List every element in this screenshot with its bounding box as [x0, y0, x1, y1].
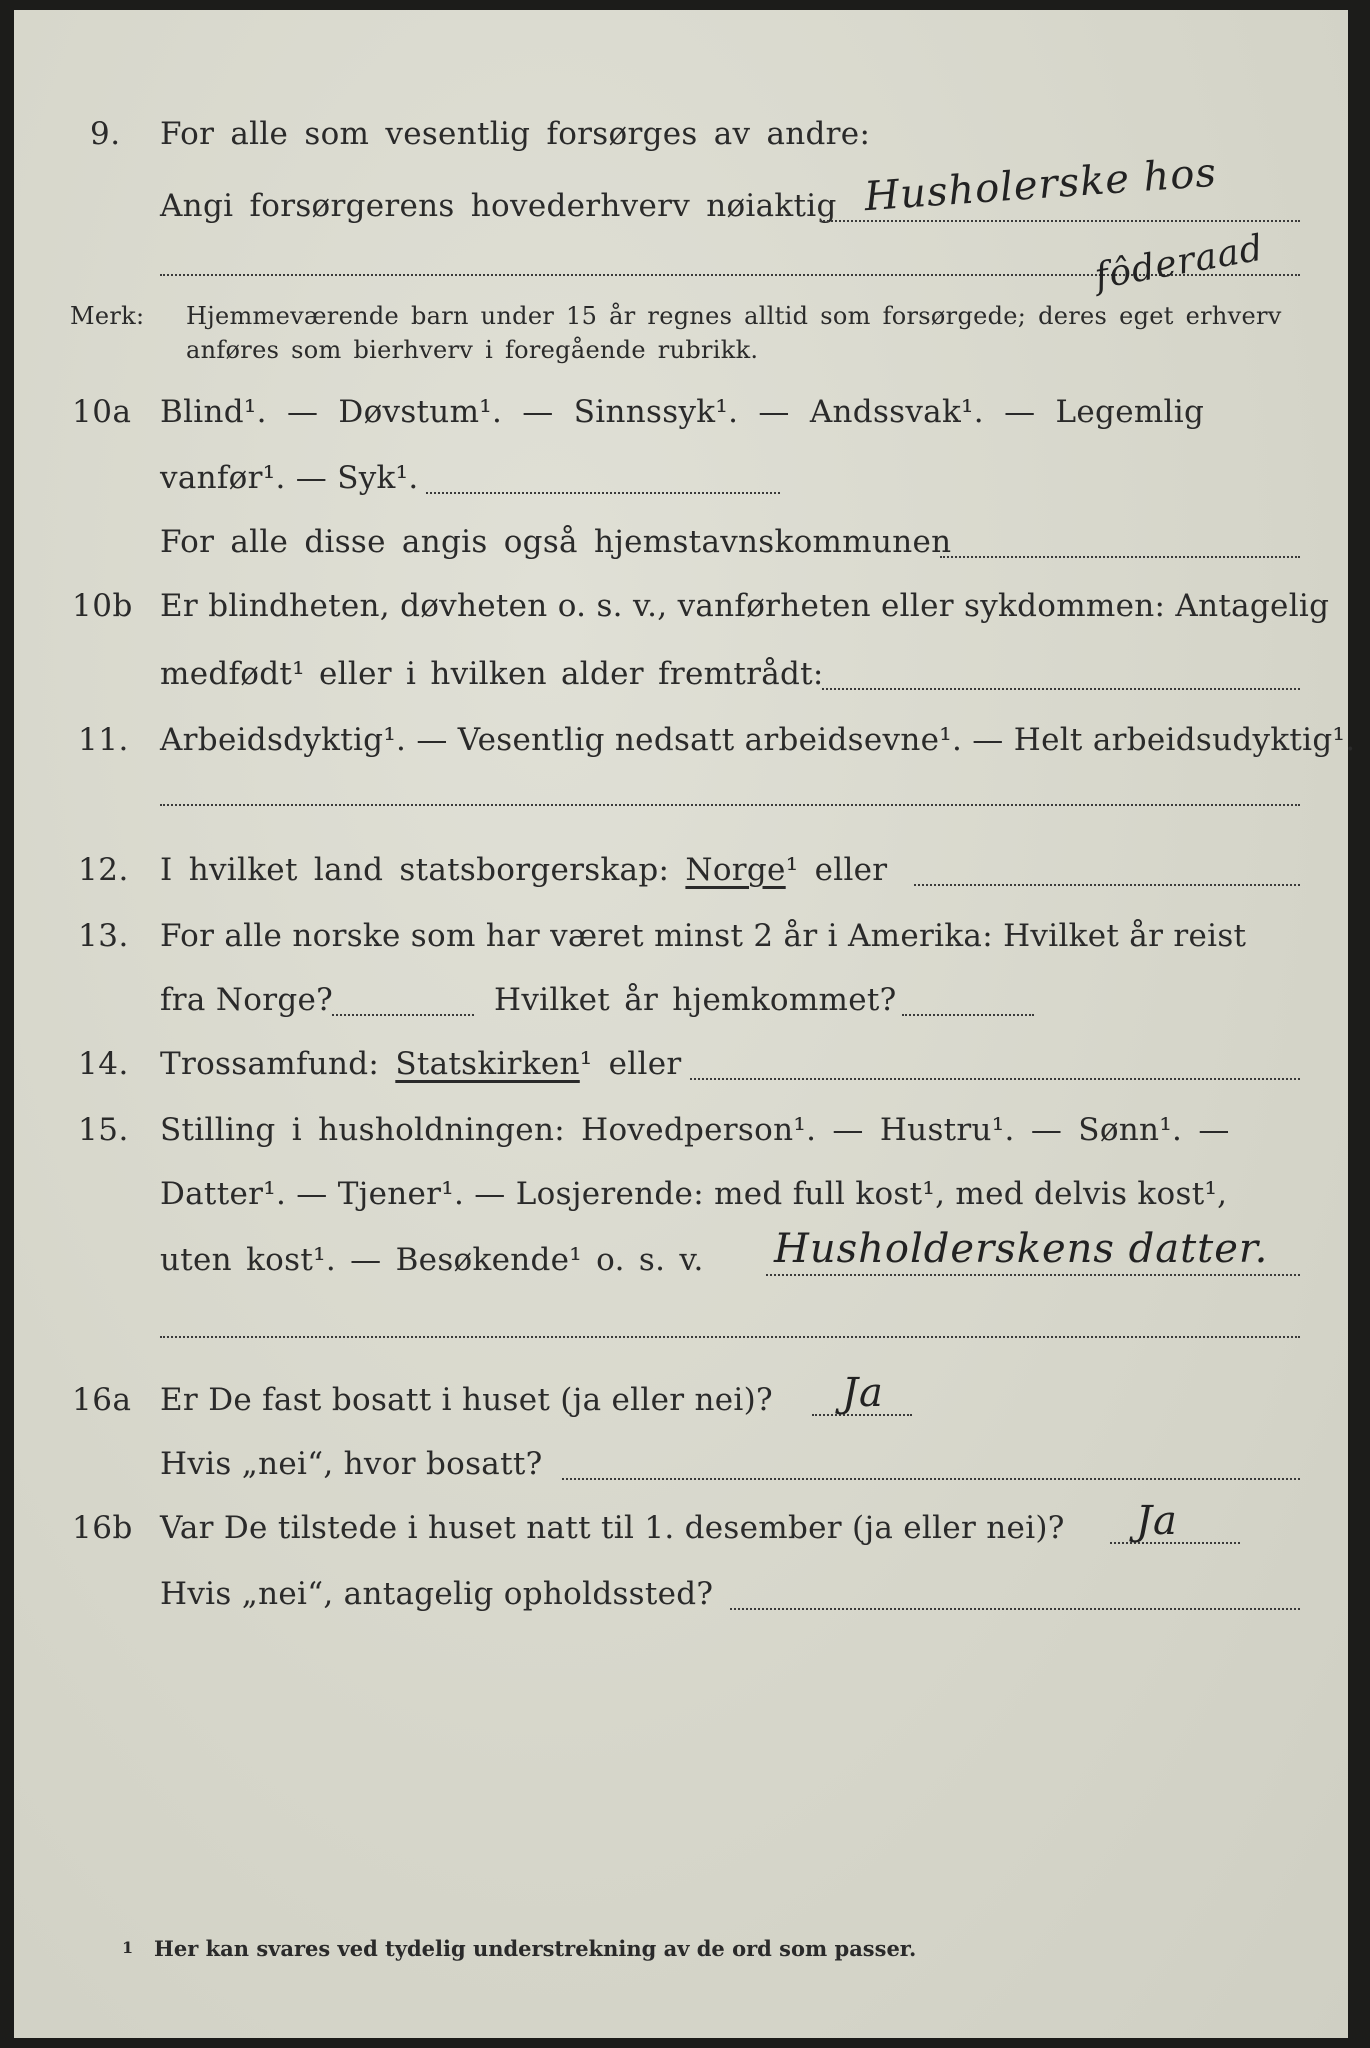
question-12-underlined-answer: Norge	[685, 852, 786, 888]
question-15-number: 15.	[78, 1112, 129, 1148]
footnote-text: Her kan svares ved tydelig understrekning av de ord som passer.	[154, 1936, 917, 1961]
question-10b-answer-line	[822, 688, 1300, 690]
question-15-line-1: Stilling i husholdningen: Hovedperson¹. — Hustru¹. — Sønn¹. —	[160, 1112, 1230, 1148]
question-13-line-1: For alle norske som har været minst 2 år i Amerika: Hvilket år reist	[160, 918, 1247, 954]
note-label: Merk:	[70, 302, 145, 330]
question-15-answer-line	[766, 1274, 1300, 1276]
question-9-line-1: For alle som vesentlig forsørges av andre:	[160, 116, 871, 152]
question-10a-line-2: vanfør¹. — Syk¹.	[160, 460, 419, 496]
question-10a-number: 10a	[72, 394, 132, 430]
question-16b-number: 16b	[72, 1510, 133, 1546]
question-13-departure-line	[332, 1014, 474, 1016]
question-9-answer-line	[820, 220, 1300, 222]
question-10b-number: 10b	[72, 588, 133, 624]
question-14-underlined-answer: Statskirken	[395, 1046, 580, 1082]
question-10a-answer-line	[426, 492, 780, 494]
question-14-post: ¹ eller	[579, 1046, 682, 1082]
question-16b-line-2: Hvis „nei“, antagelig opholdssted?	[160, 1576, 714, 1612]
question-9-handwritten-answer-2: fôderaad	[1091, 227, 1267, 298]
question-15-extra-line	[160, 1336, 1300, 1338]
question-11-number: 11.	[78, 722, 129, 758]
question-16a-line-2: Hvis „nei“, hvor bosatt?	[160, 1446, 543, 1482]
question-9-handwritten-answer-1: Husholerske hos	[862, 149, 1219, 221]
question-10b-line-1: Er blindheten, døvheten o. s. v., vanførheten eller sykdommen: Antagelig	[160, 588, 1330, 624]
question-16a-residence-line	[562, 1478, 1300, 1480]
question-16a-line-1: Er De fast bosatt i huset (ja eller nei)?	[160, 1382, 773, 1418]
question-11-line-1: Arbeidsdyktig¹. — Vesentlig nedsatt arbeidsevne¹. — Helt arbeidsudyktig¹.	[160, 722, 1356, 758]
question-10b-line-2: medfødt¹ eller i hvilken alder fremtrådt:	[160, 656, 824, 692]
question-16b-line-1: Var De tilstede i huset natt til 1. desember (ja eller nei)?	[160, 1510, 1065, 1546]
question-15-line-3: uten kost¹. — Besøkende¹ o. s. v.	[160, 1242, 704, 1278]
question-16b-handwritten-answer: Ja	[1136, 1498, 1178, 1544]
question-15-handwritten-answer: Husholderskens datter.	[774, 1226, 1269, 1272]
question-12-pre: I hvilket land statsborgerskap:	[160, 852, 670, 888]
question-12-text	[160, 852, 887, 888]
question-16b-location-line	[730, 1608, 1300, 1610]
question-14-answer-line	[690, 1078, 1300, 1080]
question-10a-line-1: Blind¹. — Døvstum¹. — Sinnssyk¹. — Andssvak¹. — Legemlig	[160, 394, 1205, 430]
question-13-line-2b: Hvilket år hjemkommet?	[494, 982, 897, 1018]
question-15-line-2: Datter¹. — Tjener¹. — Losjerende: med full kost¹, med delvis kost¹,	[160, 1176, 1228, 1212]
question-13-return-line	[902, 1014, 1034, 1016]
question-12-number: 12.	[78, 852, 129, 888]
question-9-line-2: Angi forsørgerens hovederhverv nøiaktig	[160, 188, 837, 224]
question-13-number: 13.	[78, 918, 129, 954]
question-9-number: 9.	[90, 116, 121, 152]
question-12-answer-line	[914, 884, 1300, 886]
note-line-1: Hjemmeværende barn under 15 år regnes alltid som forsørgede; deres eget erhverv	[186, 302, 1282, 330]
question-10a-line-3: For alle disse angis også hjemstavnskommunen	[160, 524, 952, 560]
question-12-post: ¹ eller	[785, 852, 888, 888]
question-10a-hometown-line	[940, 556, 1300, 558]
question-11-answer-line	[160, 804, 1300, 806]
note-line-2: anføres som bierhverv i foregående rubrikk.	[186, 336, 759, 364]
footnote-mark: 1	[122, 1938, 134, 1957]
question-13-line-2a: fra Norge?	[160, 982, 334, 1018]
question-14-pre: Trossamfund:	[160, 1046, 380, 1082]
question-16a-handwritten-answer: Ja	[842, 1370, 884, 1416]
census-form-page	[14, 10, 1356, 2038]
question-14-text	[160, 1046, 682, 1082]
question-16a-number: 16a	[72, 1382, 132, 1418]
question-14-number: 14.	[78, 1046, 129, 1082]
